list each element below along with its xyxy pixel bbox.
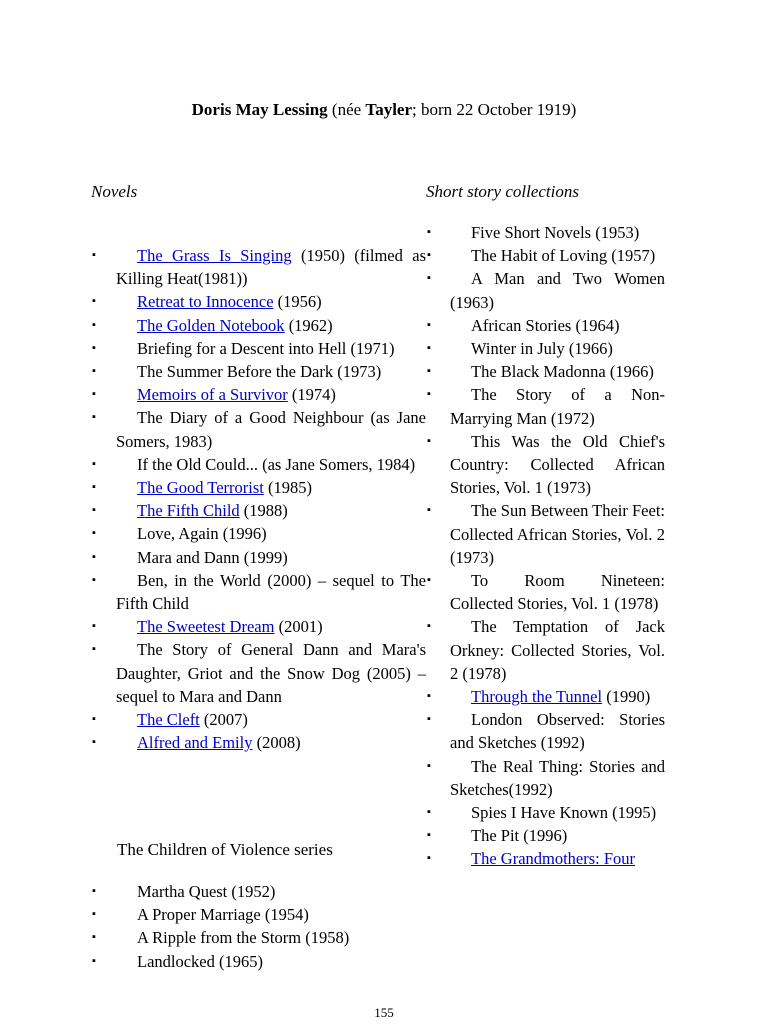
bullet-icon: ▪ <box>92 713 96 726</box>
bullet-icon: ▪ <box>92 643 96 656</box>
item-detail: A Man and Two Women (1963) <box>450 269 665 312</box>
list-item <box>92 453 426 476</box>
title-link[interactable]: Retreat to Innocence <box>137 292 274 312</box>
bullet-icon: ▪ <box>92 249 96 261</box>
item-detail: The Pit (1996) <box>471 826 568 846</box>
list-item <box>92 522 426 545</box>
list-item <box>92 880 426 903</box>
list-item <box>427 244 665 267</box>
list-item <box>92 569 426 615</box>
list-item <box>92 638 426 708</box>
bullet-icon: ▪ <box>427 504 431 517</box>
bullet-icon: ▪ <box>92 573 96 586</box>
violence-heading: The Children of Violence series <box>117 840 333 859</box>
item-text <box>116 522 426 545</box>
item-text <box>116 337 426 360</box>
item-detail: Martha Quest (1952) <box>137 882 276 901</box>
bullet-icon: ▪ <box>427 620 431 633</box>
list-item <box>92 950 426 973</box>
item-detail: London Observed: Stories and Sketches (1992) <box>450 710 665 753</box>
list-item <box>427 708 665 754</box>
page-number: 155 <box>374 1005 394 1020</box>
item-detail: A Ripple from the Storm (1958) <box>137 928 350 948</box>
item-text <box>116 383 426 406</box>
bullet-icon: ▪ <box>427 806 431 819</box>
bullet-icon: ▪ <box>92 954 96 967</box>
item-text <box>116 731 426 754</box>
list-item <box>92 244 426 290</box>
item-text <box>116 453 426 476</box>
item-detail: Love, Again (1996) <box>137 524 267 544</box>
birth-info: ; born 22 October 1919) <box>412 100 577 119</box>
item-detail: (1990) <box>602 687 651 707</box>
list-item <box>427 337 665 360</box>
violence-list <box>92 880 426 973</box>
bullet-icon: ▪ <box>427 365 431 378</box>
item-text <box>116 476 426 499</box>
list-item <box>92 708 426 731</box>
item-text <box>116 950 426 973</box>
page-title <box>0 99 768 121</box>
item-text <box>450 337 665 360</box>
bullet-icon: ▪ <box>427 829 431 842</box>
bullet-icon: ▪ <box>427 226 431 238</box>
item-text <box>450 685 665 708</box>
list-item <box>427 383 665 429</box>
title-link[interactable]: The Grass Is Singing <box>137 246 292 265</box>
item-detail: The Habit of Loving (1957) <box>471 246 656 266</box>
item-text <box>116 926 426 949</box>
bullet-icon: ▪ <box>92 504 96 517</box>
item-detail: The Diary of a Good Neighbour (as Jane Somers, 1983) <box>116 408 426 451</box>
bullet-icon: ▪ <box>427 713 431 726</box>
list-item <box>427 267 665 313</box>
bullet-icon: ▪ <box>92 341 96 354</box>
item-detail: (1988) <box>239 501 288 521</box>
item-detail: (1962) <box>284 315 333 335</box>
item-text <box>116 569 426 615</box>
item-text <box>116 546 426 569</box>
item-detail: Landlocked (1965) <box>137 951 263 971</box>
item-text <box>450 499 665 569</box>
list-item <box>427 360 665 383</box>
item-detail: Five Short Novels (1953) <box>471 223 640 242</box>
item-text <box>116 638 426 708</box>
item-text <box>450 615 665 685</box>
item-text <box>116 880 426 903</box>
item-text <box>116 615 426 638</box>
item-text <box>450 430 665 500</box>
item-text <box>450 801 665 824</box>
bullet-icon: ▪ <box>92 908 96 921</box>
list-item <box>427 801 665 824</box>
item-text <box>450 221 665 244</box>
title-link[interactable]: The Grandmothers: Four <box>471 849 636 869</box>
item-text <box>450 244 665 267</box>
list-item <box>92 615 426 638</box>
list-item <box>92 360 426 383</box>
list-item <box>427 847 665 870</box>
item-text <box>116 406 426 452</box>
bullet-icon: ▪ <box>427 690 431 703</box>
list-item <box>92 926 426 949</box>
title-link[interactable]: The Golden Notebook <box>137 315 285 335</box>
item-detail: (1985) <box>263 478 312 498</box>
bullet-icon: ▪ <box>92 295 96 308</box>
item-text <box>116 499 426 522</box>
short-stories-list <box>427 221 665 871</box>
title-link[interactable]: The Cleft <box>137 710 200 730</box>
bullet-icon: ▪ <box>92 931 96 944</box>
item-text <box>116 903 426 926</box>
item-text <box>450 824 665 847</box>
bullet-icon: ▪ <box>92 527 96 540</box>
title-link[interactable]: Memoirs of a Survivor <box>137 385 288 405</box>
bullet-icon: ▪ <box>427 272 431 285</box>
title-paren: (née <box>327 100 366 119</box>
list-item <box>92 546 426 569</box>
novels-list <box>92 244 426 754</box>
item-text <box>450 569 665 615</box>
bullet-icon: ▪ <box>427 318 431 331</box>
list-item <box>92 731 426 754</box>
item-text <box>450 383 665 429</box>
title-link[interactable]: The Sweetest Dream <box>137 617 275 637</box>
item-detail: The Real Thing: Stories and Sketches(1992) <box>450 756 665 799</box>
item-detail: The Summer Before the Dark (1973) <box>137 362 382 382</box>
item-detail: Briefing for a Descent into Hell (1971) <box>137 338 395 358</box>
bullet-icon: ▪ <box>92 318 96 331</box>
item-detail: African Stories (1964) <box>471 315 620 335</box>
bullet-icon: ▪ <box>92 481 96 494</box>
item-detail: To Room Nineteen: Collected Stories, Vol. 1 (1978) <box>450 571 665 614</box>
author-name: Doris May Lessing <box>191 100 328 119</box>
list-item <box>427 314 665 337</box>
item-detail: (1974) <box>287 385 336 405</box>
item-detail: The Black Madonna (1966) <box>471 362 654 382</box>
bullet-icon: ▪ <box>92 365 96 378</box>
bullet-icon: ▪ <box>427 249 431 262</box>
item-detail: (1956) <box>273 292 322 312</box>
list-item <box>92 383 426 406</box>
list-item <box>92 476 426 499</box>
list-item <box>427 430 665 500</box>
item-text <box>450 708 665 754</box>
maiden-name: Tayler <box>365 100 413 119</box>
item-detail: (1950) (filmed as Killing Heat(1981)) <box>116 246 426 289</box>
bullet-icon: ▪ <box>92 736 96 749</box>
list-item <box>92 903 426 926</box>
list-item <box>92 314 426 337</box>
item-text <box>116 360 426 383</box>
item-text <box>450 360 665 383</box>
item-text <box>116 244 426 290</box>
list-item <box>427 824 665 847</box>
item-detail: Mara and Dann (1999) <box>137 547 288 567</box>
bullet-icon: ▪ <box>92 457 96 470</box>
title-link[interactable]: Through the Tunnel <box>471 687 603 707</box>
list-item <box>92 290 426 313</box>
item-text <box>116 290 426 313</box>
item-detail: Spies I Have Known (1995) <box>471 803 657 823</box>
bullet-icon: ▪ <box>92 885 96 897</box>
novels-heading: Novels <box>91 182 138 201</box>
item-text <box>450 314 665 337</box>
bullet-icon: ▪ <box>92 620 96 633</box>
title-link[interactable]: Alfred and Emily <box>137 733 253 753</box>
list-item <box>427 569 665 615</box>
bullet-icon: ▪ <box>92 411 96 424</box>
bullet-icon: ▪ <box>427 574 431 587</box>
list-item <box>427 499 665 569</box>
list-item <box>427 221 665 244</box>
item-text <box>116 314 426 337</box>
item-detail: If the Old Could... (as Jane Somers, 1984) <box>137 454 416 474</box>
title-link[interactable]: The Good Terrorist <box>137 478 264 498</box>
list-item <box>427 685 665 708</box>
list-item <box>92 406 426 452</box>
item-detail: The Story of a Non-Marrying Man (1972) <box>450 385 665 428</box>
list-item <box>427 615 665 685</box>
title-link[interactable]: The Fifth Child <box>137 501 240 521</box>
item-detail: Winter in July (1966) <box>471 339 613 359</box>
item-detail: (2008) <box>252 733 301 753</box>
item-detail: This Was the Old Chief's Country: Collected African Stories, Vol. 1 (1973) <box>450 431 665 498</box>
bullet-icon: ▪ <box>427 759 431 772</box>
item-text <box>450 755 665 801</box>
item-text <box>450 267 665 313</box>
bullet-icon: ▪ <box>427 852 431 865</box>
list-item <box>92 337 426 360</box>
bullet-icon: ▪ <box>92 388 96 401</box>
list-item <box>92 499 426 522</box>
bullet-icon: ▪ <box>92 550 96 563</box>
item-detail: (2007) <box>199 710 248 730</box>
item-detail: The Temptation of Jack Orkney: Collected Stories, Vol. 2 (1978) <box>450 617 665 683</box>
bullet-icon: ▪ <box>427 434 431 447</box>
item-text <box>450 847 665 870</box>
bullet-icon: ▪ <box>427 342 431 355</box>
item-text <box>116 708 426 731</box>
item-detail: The Sun Between Their Feet: Collected African Stories, Vol. 2 (1973) <box>450 501 665 567</box>
item-detail: Ben, in the World (2000) – sequel to The Fifth Child <box>116 570 426 614</box>
item-detail: The Story of General Dann and Mara's Daughter, Griot and the Snow Dog (2005) – sequel to Mara and Dann <box>116 640 426 706</box>
short-stories-heading: Short story collections <box>426 182 579 201</box>
item-detail: (2001) <box>274 617 323 637</box>
item-detail: A Proper Marriage (1954) <box>137 905 309 925</box>
list-item <box>427 755 665 801</box>
bullet-icon: ▪ <box>427 388 431 401</box>
